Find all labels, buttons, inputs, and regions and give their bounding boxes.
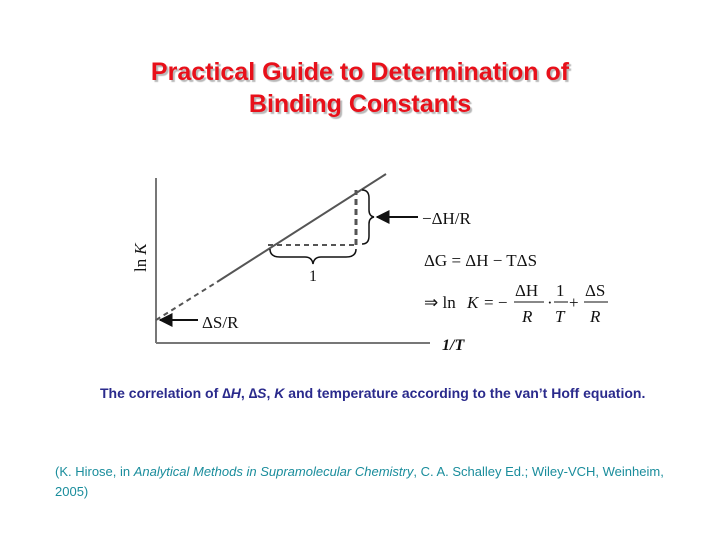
slide-title-line-1: Practical Guide to Determination of bbox=[150, 58, 570, 86]
vh-num2: 1 bbox=[556, 281, 565, 300]
vh-num3: ΔS bbox=[585, 281, 606, 300]
intercept-label: ΔS/R bbox=[202, 313, 239, 332]
vh-prefix: ⇒ ln bbox=[424, 293, 456, 312]
x-axis-label: 1/T bbox=[442, 337, 465, 354]
vh-equals-minus: = − bbox=[484, 293, 508, 312]
run-label: 1 bbox=[309, 268, 317, 285]
run-brace bbox=[270, 249, 356, 264]
reference-citation bbox=[55, 462, 695, 502]
reference-prefix: (K. Hirose, in bbox=[55, 464, 134, 479]
y-axis-label-var: K bbox=[131, 243, 150, 255]
reference-suffix: , C. A. Schalley Ed.; Wiley-VCH, Weinheim, 2005) bbox=[55, 464, 664, 499]
caption-sep-2: , bbox=[266, 385, 275, 401]
caption-var-ds: ∆S bbox=[248, 385, 267, 401]
rise-brace bbox=[362, 190, 374, 244]
fit-line-solid bbox=[217, 174, 386, 282]
caption-var-dh: ∆H bbox=[222, 385, 241, 401]
vh-var: K bbox=[467, 293, 479, 312]
vh-dot: · bbox=[547, 293, 553, 312]
vant-hoff-equation bbox=[424, 281, 608, 326]
caption-sep-1: , bbox=[240, 385, 249, 401]
y-axis-label-ln: ln bbox=[131, 258, 150, 272]
vh-num1: ΔH bbox=[515, 281, 539, 300]
vh-den3: R bbox=[590, 307, 601, 326]
vh-den1: R bbox=[522, 307, 533, 326]
caption-text-after: and temperature according to the van’t Hoff equation. bbox=[284, 385, 646, 401]
reference-book-title: Analytical Methods in Supramolecular Chemistry bbox=[133, 464, 414, 479]
gibbs-equation: ΔG = ΔH − TΔS bbox=[424, 251, 538, 270]
vh-den2: T bbox=[555, 307, 565, 326]
vh-plus: + bbox=[569, 293, 579, 312]
caption-var-k: K bbox=[274, 385, 285, 401]
slope-label: −ΔH/R bbox=[422, 209, 471, 228]
caption-text-before: The correlation of bbox=[100, 385, 223, 401]
figure-caption bbox=[100, 383, 660, 403]
slide-title-line-2: Binding Constants bbox=[248, 90, 472, 118]
y-axis-label bbox=[131, 242, 150, 272]
